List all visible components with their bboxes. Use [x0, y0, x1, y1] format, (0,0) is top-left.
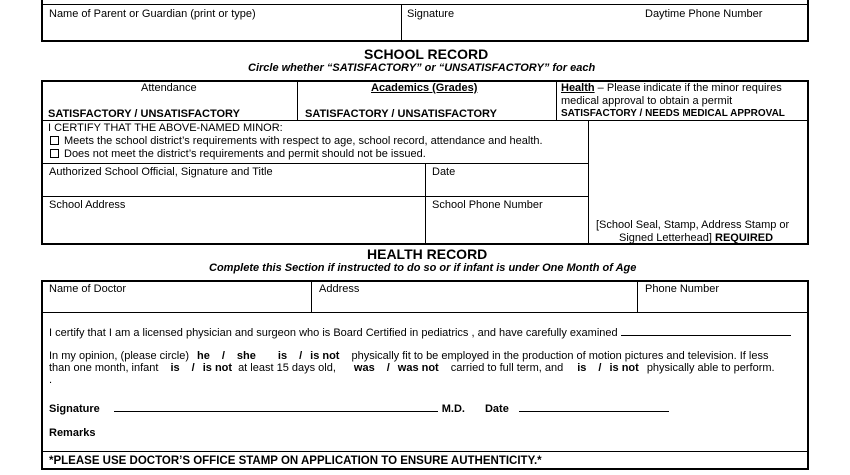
- doctor-signature-field[interactable]: [114, 401, 438, 412]
- doctor-date-label: Date: [484, 403, 509, 415]
- health-text-2: medical approval to obtain a permit: [561, 95, 733, 107]
- physician-certify-row: [49, 325, 791, 340]
- parent-phone-label: Daytime Phone Number: [645, 8, 763, 20]
- certify-label: I CERTIFY THAT THE ABOVE-NAMED MINOR:: [48, 122, 283, 134]
- health-text-1: – Please indicate if the minor requires: [594, 82, 782, 94]
- opinion-line-3: .: [49, 374, 53, 386]
- option-meets-text: Meets the school district’s requirements with respect to age, school record, attendance and health.: [64, 135, 543, 147]
- option-not-meets-row[interactable]: [50, 148, 426, 161]
- days-slash: /: [191, 362, 195, 374]
- days-is-option[interactable]: is: [170, 362, 180, 374]
- parent-top-divider: [42, 4, 808, 5]
- attendance-options-text: SATISFACTORY / UNSATISFACTORY: [48, 108, 240, 120]
- seal-text-2: Signed Letterhead]: [619, 232, 712, 244]
- academics-options-text: SATISFACTORY / UNSATISFACTORY: [305, 108, 497, 120]
- school-phone-label: School Phone Number: [432, 199, 543, 211]
- examined-name-field[interactable]: [621, 325, 791, 336]
- fit-is-not-option[interactable]: is not: [310, 350, 340, 362]
- was-slash: /: [386, 362, 390, 374]
- school-record-subtitle: Circle whether “SATISFACTORY” or “UNSATISFACTORY” for each: [248, 62, 596, 74]
- parent-signature-label: Signature: [407, 8, 455, 20]
- school-date-divider: [425, 164, 426, 244]
- school-col-divider-2: [556, 81, 557, 121]
- health-record-subtitle: Complete this Section if instructed to do so or if infant is under One Month of Age: [209, 262, 637, 274]
- school-date-field[interactable]: [428, 179, 586, 195]
- meets-checkbox[interactable]: [50, 136, 59, 145]
- md-label: M.D.: [441, 403, 465, 415]
- doctor-label: Name of Doctor: [49, 283, 127, 295]
- was-not-option[interactable]: was not: [397, 362, 439, 374]
- academics-options[interactable]: [305, 108, 497, 121]
- fit-slash: /: [299, 350, 303, 362]
- doctor-signature-label: Signature: [49, 403, 100, 415]
- parent-divider: [401, 4, 402, 41]
- opinion-intro: In my opinion, (please circle): [49, 350, 190, 362]
- official-label: Authorized School Official, Signature and Title: [49, 166, 273, 178]
- school-official-bottom: [42, 196, 588, 197]
- school-seal-divider: [588, 121, 589, 244]
- health-options-text: SATISFACTORY / NEEDS MEDICAL APPROVAL: [561, 108, 785, 119]
- parent-name-field[interactable]: [44, 21, 398, 39]
- school-date-label: Date: [432, 166, 456, 178]
- not-meets-checkbox[interactable]: [50, 149, 59, 158]
- health-row1-bottom: [42, 312, 808, 313]
- school-record-title: SCHOOL RECORD: [364, 46, 489, 62]
- health-body-bottom: [42, 451, 808, 452]
- school-address-label: School Address: [49, 199, 126, 211]
- doctor-phone-label: Phone Number: [645, 283, 719, 295]
- school-address-field[interactable]: [44, 212, 422, 242]
- remarks-field[interactable]: [110, 423, 800, 447]
- remarks-label: Remarks: [49, 427, 96, 439]
- he-option[interactable]: he: [197, 350, 210, 362]
- able-slash: /: [598, 362, 602, 374]
- option-meets-row[interactable]: [50, 135, 543, 148]
- attendance-options[interactable]: [48, 108, 240, 121]
- doctor-date-field[interactable]: [519, 401, 669, 412]
- able-is-not-option[interactable]: is not: [609, 362, 639, 374]
- seal-required: REQUIRED: [715, 232, 774, 244]
- he-she-slash: /: [221, 350, 225, 362]
- line2-d: physically able to perform.: [646, 362, 775, 374]
- parent-signature-field[interactable]: [404, 21, 634, 39]
- official-field[interactable]: [44, 179, 422, 195]
- health-options[interactable]: [561, 107, 785, 120]
- line2-b: at least 15 days old,: [238, 362, 336, 374]
- health-col-divider-2: [637, 281, 638, 313]
- seal-text-2-row: [619, 232, 773, 245]
- attendance-label: Attendance: [141, 82, 197, 94]
- health-col-divider-1: [311, 281, 312, 313]
- health-text-line-1: [561, 82, 782, 95]
- stamp-notice: *PLEASE USE DOCTOR’S OFFICE STAMP ON APPLICATION TO ENSURE AUTHENTICITY.*: [49, 455, 542, 467]
- days-is-not-option[interactable]: is not: [202, 362, 233, 374]
- opinion-line-2: [49, 362, 775, 375]
- school-col-divider-1: [297, 81, 298, 121]
- parent-phone-field[interactable]: [640, 21, 805, 39]
- line2-c: carried to full term, and: [450, 362, 564, 374]
- doctor-name-field[interactable]: [44, 296, 308, 310]
- school-phone-field[interactable]: [428, 212, 586, 242]
- academics-label: Academics (Grades): [371, 82, 478, 94]
- doctor-signature-row: [49, 401, 669, 416]
- school-certify-bottom: [42, 163, 588, 164]
- was-option[interactable]: was: [353, 362, 375, 374]
- opinion-mid: physically fit to be employed in the production of motion pictures and television. If less: [351, 350, 769, 362]
- option-not-meets-text: Does not meet the district’s requirements and permit should not be issued.: [64, 148, 426, 160]
- fit-is-option[interactable]: is: [277, 350, 288, 362]
- parent-name-label: Name of Parent or Guardian (print or type): [49, 8, 256, 20]
- physician-certify-text: I certify that I am a licensed physician and surgeon who is Board Certified in pediatrics , and have carefully examined: [49, 327, 618, 339]
- she-option[interactable]: she: [236, 350, 256, 362]
- doctor-address-label: Address: [319, 283, 360, 295]
- seal-text-1: [School Seal, Stamp, Address Stamp or: [596, 219, 790, 231]
- health-record-title: HEALTH RECORD: [367, 246, 488, 262]
- health-label: Health: [561, 82, 595, 94]
- able-is-option[interactable]: is: [577, 362, 587, 374]
- doctor-address-field[interactable]: [314, 296, 634, 310]
- doctor-phone-field[interactable]: [640, 296, 805, 310]
- line2-a: than one month, infant: [49, 362, 159, 374]
